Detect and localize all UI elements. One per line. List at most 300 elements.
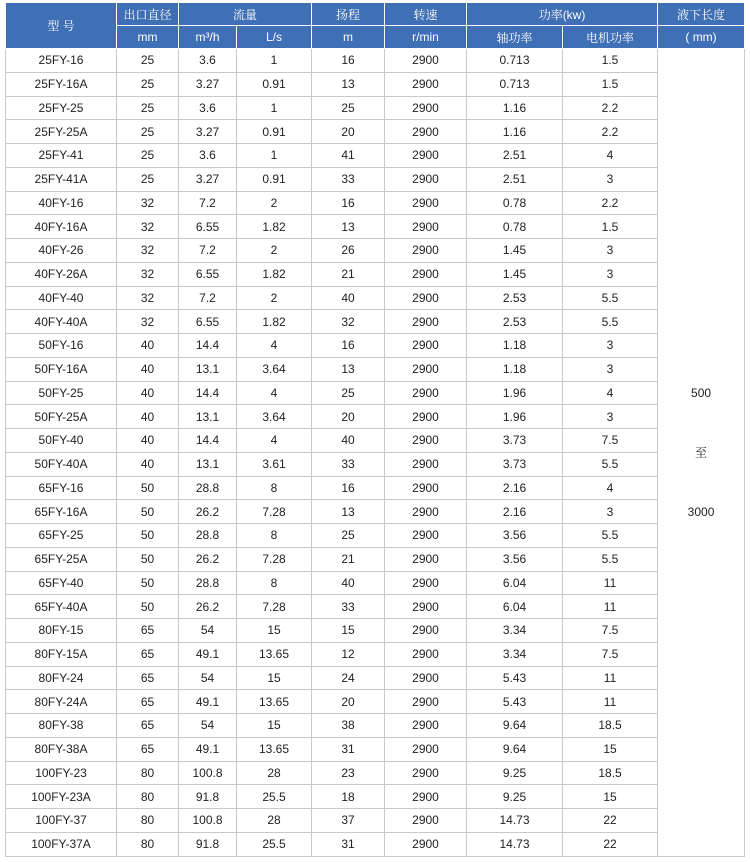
cell-outlet: 25 bbox=[117, 167, 179, 191]
cell-motor-power: 5.5 bbox=[563, 286, 658, 310]
cell-motor-power: 22 bbox=[563, 832, 658, 856]
cell-shaft-power: 2.16 bbox=[467, 476, 563, 500]
cell-flow-ls: 7.28 bbox=[237, 595, 312, 619]
table-row bbox=[6, 286, 745, 310]
table-row bbox=[6, 357, 745, 381]
cell-speed: 2900 bbox=[385, 357, 467, 381]
cell-model: 80FY-24A bbox=[6, 690, 117, 714]
cell-shaft-power: 1.96 bbox=[467, 381, 563, 405]
cell-model: 25FY-16 bbox=[6, 49, 117, 73]
cell-motor-power: 1.5 bbox=[563, 49, 658, 73]
cell-model: 40FY-26 bbox=[6, 239, 117, 263]
cell-outlet: 40 bbox=[117, 429, 179, 453]
cell-shaft-power: 0.78 bbox=[467, 191, 563, 215]
cell-motor-power: 11 bbox=[563, 666, 658, 690]
cell-flow-ls: 1 bbox=[237, 144, 312, 168]
cell-flow-m3h: 49.1 bbox=[179, 642, 237, 666]
cell-model: 65FY-25A bbox=[6, 547, 117, 571]
cell-speed: 2900 bbox=[385, 239, 467, 263]
cell-head: 13 bbox=[312, 72, 385, 96]
cell-flow-m3h: 7.2 bbox=[179, 286, 237, 310]
table-row bbox=[6, 381, 745, 405]
table-row bbox=[6, 714, 745, 738]
cell-outlet: 25 bbox=[117, 49, 179, 73]
header-head-unit: m bbox=[312, 26, 385, 49]
cell-flow-m3h: 28.8 bbox=[179, 524, 237, 548]
table-row bbox=[6, 452, 745, 476]
cell-flow-m3h: 91.8 bbox=[179, 832, 237, 856]
cell-flow-ls: 3.64 bbox=[237, 357, 312, 381]
cell-shaft-power: 3.56 bbox=[467, 547, 563, 571]
cell-motor-power: 4 bbox=[563, 476, 658, 500]
cell-shaft-power: 0.713 bbox=[467, 72, 563, 96]
cell-outlet: 25 bbox=[117, 120, 179, 144]
cell-flow-m3h: 3.6 bbox=[179, 49, 237, 73]
cell-outlet: 65 bbox=[117, 642, 179, 666]
cell-flow-ls: 7.28 bbox=[237, 500, 312, 524]
cell-outlet: 32 bbox=[117, 215, 179, 239]
cell-shaft-power: 3.73 bbox=[467, 429, 563, 453]
pump-spec-table bbox=[5, 2, 745, 857]
cell-speed: 2900 bbox=[385, 476, 467, 500]
cell-flow-ls: 1.82 bbox=[237, 310, 312, 334]
cell-speed: 2900 bbox=[385, 120, 467, 144]
cell-speed: 2900 bbox=[385, 72, 467, 96]
cell-speed: 2900 bbox=[385, 714, 467, 738]
cell-motor-power: 11 bbox=[563, 571, 658, 595]
cell-head: 15 bbox=[312, 619, 385, 643]
table-row bbox=[6, 96, 745, 120]
cell-outlet: 40 bbox=[117, 405, 179, 429]
cell-flow-m3h: 13.1 bbox=[179, 357, 237, 381]
cell-shaft-power: 9.64 bbox=[467, 737, 563, 761]
cell-outlet: 25 bbox=[117, 96, 179, 120]
cell-shaft-power: 1.96 bbox=[467, 405, 563, 429]
cell-model: 50FY-25A bbox=[6, 405, 117, 429]
cell-shaft-power: 1.18 bbox=[467, 334, 563, 358]
cell-speed: 2900 bbox=[385, 452, 467, 476]
cell-head: 13 bbox=[312, 357, 385, 381]
cell-model: 65FY-25 bbox=[6, 524, 117, 548]
cell-flow-m3h: 28.8 bbox=[179, 571, 237, 595]
cell-head: 20 bbox=[312, 405, 385, 429]
cell-shaft-power: 2.53 bbox=[467, 286, 563, 310]
cell-model: 100FY-23 bbox=[6, 761, 117, 785]
cell-speed: 2900 bbox=[385, 761, 467, 785]
cell-model: 25FY-25A bbox=[6, 120, 117, 144]
cell-head: 25 bbox=[312, 381, 385, 405]
cell-model: 50FY-40A bbox=[6, 452, 117, 476]
cell-flow-m3h: 100.8 bbox=[179, 809, 237, 833]
cell-flow-m3h: 7.2 bbox=[179, 239, 237, 263]
cell-head: 40 bbox=[312, 286, 385, 310]
table-row bbox=[6, 619, 745, 643]
cell-model: 80FY-15A bbox=[6, 642, 117, 666]
cell-motor-power: 2.2 bbox=[563, 96, 658, 120]
cell-flow-m3h: 13.1 bbox=[179, 452, 237, 476]
table-row bbox=[6, 547, 745, 571]
cell-outlet: 32 bbox=[117, 191, 179, 215]
cell-shaft-power: 3.73 bbox=[467, 452, 563, 476]
cell-motor-power: 3 bbox=[563, 262, 658, 286]
cell-shaft-power: 6.04 bbox=[467, 595, 563, 619]
cell-shaft-power: 9.25 bbox=[467, 761, 563, 785]
cell-outlet: 25 bbox=[117, 72, 179, 96]
cell-motor-power: 3 bbox=[563, 239, 658, 263]
cell-flow-ls: 2 bbox=[237, 286, 312, 310]
cell-head: 32 bbox=[312, 310, 385, 334]
header-flow-unit-m3h: m³/h bbox=[179, 26, 237, 49]
cell-head: 33 bbox=[312, 167, 385, 191]
cell-head: 16 bbox=[312, 334, 385, 358]
cell-model: 50FY-16 bbox=[6, 334, 117, 358]
cell-outlet: 50 bbox=[117, 476, 179, 500]
cell-head: 41 bbox=[312, 144, 385, 168]
cell-outlet: 80 bbox=[117, 785, 179, 809]
cell-head: 20 bbox=[312, 690, 385, 714]
cell-model: 65FY-40A bbox=[6, 595, 117, 619]
cell-outlet: 65 bbox=[117, 737, 179, 761]
header-length-unit: ( mm) bbox=[658, 26, 745, 49]
cell-speed: 2900 bbox=[385, 832, 467, 856]
cell-flow-m3h: 91.8 bbox=[179, 785, 237, 809]
cell-flow-ls: 15 bbox=[237, 666, 312, 690]
cell-head: 12 bbox=[312, 642, 385, 666]
cell-speed: 2900 bbox=[385, 262, 467, 286]
cell-motor-power: 3 bbox=[563, 357, 658, 381]
cell-motor-power: 22 bbox=[563, 809, 658, 833]
cell-speed: 2900 bbox=[385, 524, 467, 548]
cell-shaft-power: 1.16 bbox=[467, 96, 563, 120]
cell-model: 80FY-15 bbox=[6, 619, 117, 643]
cell-flow-m3h: 14.4 bbox=[179, 381, 237, 405]
cell-head: 16 bbox=[312, 191, 385, 215]
table-row bbox=[6, 120, 745, 144]
cell-motor-power: 3 bbox=[563, 334, 658, 358]
cell-model: 25FY-41 bbox=[6, 144, 117, 168]
header-power: 功率(kw) bbox=[467, 3, 658, 26]
cell-model: 25FY-41A bbox=[6, 167, 117, 191]
cell-outlet: 65 bbox=[117, 690, 179, 714]
cell-speed: 2900 bbox=[385, 785, 467, 809]
cell-outlet: 80 bbox=[117, 809, 179, 833]
cell-speed: 2900 bbox=[385, 96, 467, 120]
cell-model: 50FY-16A bbox=[6, 357, 117, 381]
cell-model: 100FY-37 bbox=[6, 809, 117, 833]
cell-head: 31 bbox=[312, 832, 385, 856]
cell-shaft-power: 9.64 bbox=[467, 714, 563, 738]
cell-speed: 2900 bbox=[385, 144, 467, 168]
cell-outlet: 50 bbox=[117, 524, 179, 548]
cell-flow-ls: 28 bbox=[237, 809, 312, 833]
cell-shaft-power: 6.04 bbox=[467, 571, 563, 595]
cell-model: 100FY-23A bbox=[6, 785, 117, 809]
cell-flow-ls: 15 bbox=[237, 619, 312, 643]
table-row bbox=[6, 334, 745, 358]
cell-flow-m3h: 54 bbox=[179, 619, 237, 643]
cell-flow-m3h: 28.8 bbox=[179, 476, 237, 500]
cell-outlet: 65 bbox=[117, 714, 179, 738]
cell-flow-m3h: 7.2 bbox=[179, 191, 237, 215]
cell-speed: 2900 bbox=[385, 690, 467, 714]
cell-speed: 2900 bbox=[385, 167, 467, 191]
cell-flow-m3h: 14.4 bbox=[179, 334, 237, 358]
table-row bbox=[6, 595, 745, 619]
cell-outlet: 65 bbox=[117, 666, 179, 690]
cell-outlet: 80 bbox=[117, 832, 179, 856]
cell-speed: 2900 bbox=[385, 429, 467, 453]
length-range-to: 3000 bbox=[687, 504, 715, 519]
cell-flow-ls: 13.65 bbox=[237, 690, 312, 714]
cell-flow-m3h: 6.55 bbox=[179, 262, 237, 286]
cell-outlet: 50 bbox=[117, 595, 179, 619]
cell-shaft-power: 3.34 bbox=[467, 619, 563, 643]
cell-shaft-power: 5.43 bbox=[467, 690, 563, 714]
cell-flow-ls: 0.91 bbox=[237, 167, 312, 191]
table-row bbox=[6, 809, 745, 833]
cell-flow-ls: 25.5 bbox=[237, 832, 312, 856]
table-body bbox=[6, 49, 745, 857]
cell-motor-power: 4 bbox=[563, 381, 658, 405]
cell-model: 65FY-16A bbox=[6, 500, 117, 524]
cell-speed: 2900 bbox=[385, 809, 467, 833]
cell-motor-power: 11 bbox=[563, 595, 658, 619]
cell-speed: 2900 bbox=[385, 642, 467, 666]
cell-speed: 2900 bbox=[385, 381, 467, 405]
cell-speed: 2900 bbox=[385, 500, 467, 524]
cell-speed: 2900 bbox=[385, 547, 467, 571]
table-header bbox=[6, 3, 745, 49]
table-row bbox=[6, 239, 745, 263]
cell-speed: 2900 bbox=[385, 215, 467, 239]
cell-model: 40FY-26A bbox=[6, 262, 117, 286]
cell-model: 80FY-38A bbox=[6, 737, 117, 761]
cell-head: 18 bbox=[312, 785, 385, 809]
cell-speed: 2900 bbox=[385, 571, 467, 595]
table-row bbox=[6, 49, 745, 73]
table-row bbox=[6, 476, 745, 500]
table-row bbox=[6, 524, 745, 548]
cell-head: 25 bbox=[312, 96, 385, 120]
cell-flow-m3h: 26.2 bbox=[179, 595, 237, 619]
cell-shaft-power: 2.51 bbox=[467, 167, 563, 191]
header-motor-power: 电机功率 bbox=[563, 26, 658, 49]
cell-head: 21 bbox=[312, 547, 385, 571]
cell-speed: 2900 bbox=[385, 286, 467, 310]
table-row bbox=[6, 737, 745, 761]
cell-motor-power: 4 bbox=[563, 144, 658, 168]
cell-motor-power: 18.5 bbox=[563, 714, 658, 738]
cell-head: 21 bbox=[312, 262, 385, 286]
header-shaft-power: 轴功率 bbox=[467, 26, 563, 49]
header-outlet-unit: mm bbox=[117, 26, 179, 49]
cell-flow-m3h: 13.1 bbox=[179, 405, 237, 429]
header-flow: 流量 bbox=[179, 3, 312, 26]
table-row bbox=[6, 144, 745, 168]
cell-head: 26 bbox=[312, 239, 385, 263]
cell-flow-m3h: 3.27 bbox=[179, 72, 237, 96]
cell-model: 100FY-37A bbox=[6, 832, 117, 856]
cell-flow-ls: 1 bbox=[237, 96, 312, 120]
table-row bbox=[6, 690, 745, 714]
cell-flow-ls: 8 bbox=[237, 476, 312, 500]
cell-flow-ls: 7.28 bbox=[237, 547, 312, 571]
cell-shaft-power: 0.78 bbox=[467, 215, 563, 239]
header-speed: 转速 bbox=[385, 3, 467, 26]
cell-head: 38 bbox=[312, 714, 385, 738]
cell-head: 16 bbox=[312, 49, 385, 73]
cell-flow-m3h: 49.1 bbox=[179, 690, 237, 714]
cell-flow-m3h: 6.55 bbox=[179, 215, 237, 239]
cell-head: 25 bbox=[312, 524, 385, 548]
length-range-from: 500 bbox=[691, 385, 712, 400]
header-head: 扬程 bbox=[312, 3, 385, 26]
cell-shaft-power: 9.25 bbox=[467, 785, 563, 809]
cell-flow-ls: 0.91 bbox=[237, 120, 312, 144]
cell-motor-power: 18.5 bbox=[563, 761, 658, 785]
cell-flow-ls: 4 bbox=[237, 334, 312, 358]
cell-model: 65FY-16 bbox=[6, 476, 117, 500]
cell-shaft-power: 0.713 bbox=[467, 49, 563, 73]
cell-flow-ls: 28 bbox=[237, 761, 312, 785]
cell-outlet: 40 bbox=[117, 452, 179, 476]
cell-outlet: 50 bbox=[117, 500, 179, 524]
cell-outlet: 32 bbox=[117, 262, 179, 286]
cell-flow-ls: 4 bbox=[237, 381, 312, 405]
cell-motor-power: 7.5 bbox=[563, 619, 658, 643]
table-row bbox=[6, 642, 745, 666]
cell-flow-ls: 0.91 bbox=[237, 72, 312, 96]
cell-shaft-power: 14.73 bbox=[467, 832, 563, 856]
cell-flow-ls: 15 bbox=[237, 714, 312, 738]
cell-flow-ls: 3.61 bbox=[237, 452, 312, 476]
cell-flow-ls: 1.82 bbox=[237, 215, 312, 239]
cell-head: 24 bbox=[312, 666, 385, 690]
cell-model: 80FY-38 bbox=[6, 714, 117, 738]
cell-speed: 2900 bbox=[385, 737, 467, 761]
cell-motor-power: 7.5 bbox=[563, 429, 658, 453]
table-row bbox=[6, 262, 745, 286]
cell-speed: 2900 bbox=[385, 191, 467, 215]
cell-outlet: 40 bbox=[117, 357, 179, 381]
length-range-to-word: 至 bbox=[695, 445, 708, 460]
cell-flow-m3h: 3.27 bbox=[179, 167, 237, 191]
table-row bbox=[6, 429, 745, 453]
cell-motor-power: 2.2 bbox=[563, 191, 658, 215]
cell-outlet: 40 bbox=[117, 334, 179, 358]
cell-shaft-power: 3.56 bbox=[467, 524, 563, 548]
cell-head: 23 bbox=[312, 761, 385, 785]
header-length: 液下长度 bbox=[658, 3, 745, 26]
length-range bbox=[658, 386, 744, 519]
cell-shaft-power: 1.45 bbox=[467, 239, 563, 263]
cell-flow-ls: 3.64 bbox=[237, 405, 312, 429]
cell-model: 80FY-24 bbox=[6, 666, 117, 690]
cell-flow-ls: 2 bbox=[237, 239, 312, 263]
length-range-cell bbox=[658, 49, 745, 857]
cell-speed: 2900 bbox=[385, 49, 467, 73]
cell-head: 33 bbox=[312, 595, 385, 619]
cell-speed: 2900 bbox=[385, 619, 467, 643]
cell-flow-m3h: 6.55 bbox=[179, 310, 237, 334]
cell-shaft-power: 5.43 bbox=[467, 666, 563, 690]
cell-motor-power: 5.5 bbox=[563, 547, 658, 571]
cell-flow-m3h: 54 bbox=[179, 714, 237, 738]
cell-flow-ls: 2 bbox=[237, 191, 312, 215]
cell-motor-power: 3 bbox=[563, 405, 658, 429]
cell-model: 40FY-16 bbox=[6, 191, 117, 215]
cell-outlet: 80 bbox=[117, 761, 179, 785]
cell-outlet: 50 bbox=[117, 547, 179, 571]
cell-flow-m3h: 3.6 bbox=[179, 144, 237, 168]
table-row bbox=[6, 500, 745, 524]
cell-outlet: 32 bbox=[117, 239, 179, 263]
cell-flow-ls: 1 bbox=[237, 49, 312, 73]
table-row bbox=[6, 191, 745, 215]
cell-speed: 2900 bbox=[385, 310, 467, 334]
header-model: 型 号 bbox=[6, 3, 117, 49]
cell-motor-power: 7.5 bbox=[563, 642, 658, 666]
cell-shaft-power: 1.45 bbox=[467, 262, 563, 286]
cell-outlet: 40 bbox=[117, 381, 179, 405]
cell-head: 13 bbox=[312, 215, 385, 239]
cell-shaft-power: 14.73 bbox=[467, 809, 563, 833]
cell-motor-power: 2.2 bbox=[563, 120, 658, 144]
cell-flow-m3h: 26.2 bbox=[179, 547, 237, 571]
cell-flow-ls: 25.5 bbox=[237, 785, 312, 809]
cell-flow-m3h: 49.1 bbox=[179, 737, 237, 761]
table-row bbox=[6, 405, 745, 429]
table-row bbox=[6, 832, 745, 856]
cell-head: 31 bbox=[312, 737, 385, 761]
cell-flow-ls: 13.65 bbox=[237, 642, 312, 666]
cell-flow-ls: 8 bbox=[237, 571, 312, 595]
cell-flow-m3h: 26.2 bbox=[179, 500, 237, 524]
cell-model: 40FY-40A bbox=[6, 310, 117, 334]
cell-flow-m3h: 54 bbox=[179, 666, 237, 690]
table-row bbox=[6, 571, 745, 595]
cell-model: 40FY-16A bbox=[6, 215, 117, 239]
cell-head: 16 bbox=[312, 476, 385, 500]
table-row bbox=[6, 666, 745, 690]
cell-motor-power: 5.5 bbox=[563, 452, 658, 476]
table-row bbox=[6, 167, 745, 191]
header-flow-unit-ls: L/s bbox=[237, 26, 312, 49]
cell-head: 37 bbox=[312, 809, 385, 833]
header-outlet: 出口直径 bbox=[117, 3, 179, 26]
cell-outlet: 25 bbox=[117, 144, 179, 168]
table-row bbox=[6, 215, 745, 239]
cell-head: 20 bbox=[312, 120, 385, 144]
cell-head: 13 bbox=[312, 500, 385, 524]
cell-speed: 2900 bbox=[385, 405, 467, 429]
cell-shaft-power: 2.16 bbox=[467, 500, 563, 524]
cell-speed: 2900 bbox=[385, 595, 467, 619]
cell-model: 25FY-16A bbox=[6, 72, 117, 96]
cell-shaft-power: 2.53 bbox=[467, 310, 563, 334]
cell-motor-power: 5.5 bbox=[563, 310, 658, 334]
cell-motor-power: 11 bbox=[563, 690, 658, 714]
cell-model: 65FY-40 bbox=[6, 571, 117, 595]
cell-model: 50FY-25 bbox=[6, 381, 117, 405]
cell-model: 25FY-25 bbox=[6, 96, 117, 120]
cell-motor-power: 15 bbox=[563, 785, 658, 809]
cell-flow-ls: 8 bbox=[237, 524, 312, 548]
header-speed-unit: r/min bbox=[385, 26, 467, 49]
cell-flow-m3h: 100.8 bbox=[179, 761, 237, 785]
cell-model: 50FY-40 bbox=[6, 429, 117, 453]
cell-flow-m3h: 3.6 bbox=[179, 96, 237, 120]
